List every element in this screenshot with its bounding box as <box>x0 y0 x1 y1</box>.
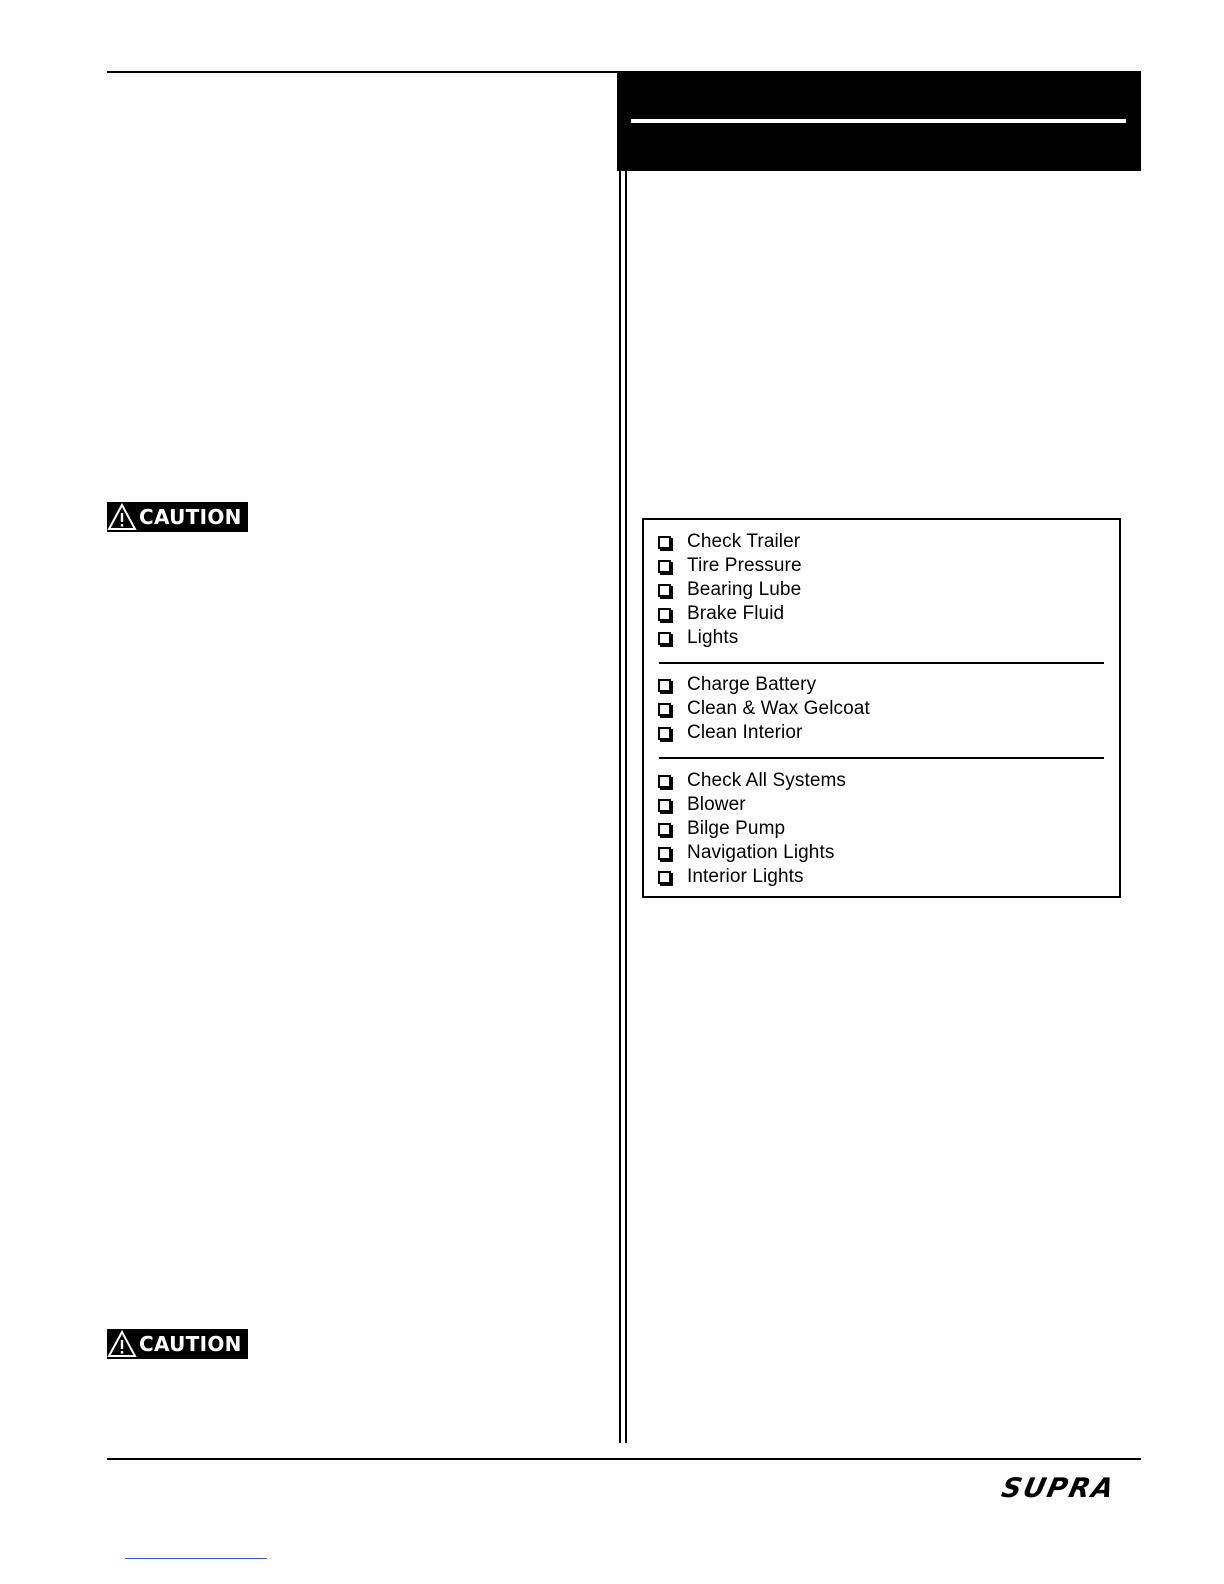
checkbox-icon[interactable] <box>658 727 671 740</box>
maintenance-checklist <box>642 518 1121 898</box>
checkbox-icon[interactable] <box>658 608 671 621</box>
checklist-item[interactable] <box>656 530 1101 554</box>
caution-badge <box>107 502 248 532</box>
checkbox-icon[interactable] <box>658 799 671 812</box>
checklist-item[interactable] <box>656 769 1101 793</box>
footer-link-underline <box>125 1558 267 1559</box>
checklist-item-label: Blower <box>687 794 746 815</box>
checklist-item-label: Interior Lights <box>687 866 804 887</box>
header-underline <box>631 119 1126 123</box>
checklist-item[interactable] <box>656 602 1101 626</box>
checklist-item-label: Navigation Lights <box>687 842 835 863</box>
checklist-item-label: Tire Pressure <box>687 555 802 576</box>
checkbox-icon[interactable] <box>658 847 671 860</box>
checklist-item[interactable] <box>656 554 1101 578</box>
checklist-item[interactable] <box>656 865 1101 889</box>
checkbox-icon[interactable] <box>658 703 671 716</box>
checklist-item-label: Charge Battery <box>687 674 817 695</box>
top-rule <box>107 71 618 73</box>
checklist-item[interactable] <box>656 697 1101 721</box>
checkbox-icon[interactable] <box>658 775 671 788</box>
checklist-item-label: Check Trailer <box>687 531 801 552</box>
brand-logo: SUPRA <box>998 1473 1119 1504</box>
column-divider-left <box>619 171 621 1443</box>
checklist-item-label: Lights <box>687 627 739 648</box>
checklist-group-cleaning <box>656 673 1101 745</box>
caution-label: CAUTION <box>139 1332 242 1356</box>
footer-rule <box>107 1458 1141 1460</box>
checkbox-icon[interactable] <box>658 632 671 645</box>
warning-triangle-icon <box>107 1329 137 1359</box>
checklist-group-trailer <box>656 530 1101 650</box>
checklist-item-label: Bilge Pump <box>687 818 786 839</box>
caution-label: CAUTION <box>139 505 242 529</box>
checklist-item-label: Check All Systems <box>687 770 847 791</box>
checklist-item-label: Brake Fluid <box>687 603 785 624</box>
checkbox-icon[interactable] <box>658 679 671 692</box>
checklist-item[interactable] <box>656 841 1101 865</box>
checklist-item-label: Clean & Wax Gelcoat <box>687 698 870 719</box>
checklist-item-label: Clean Interior <box>687 722 803 743</box>
checkbox-icon[interactable] <box>658 536 671 549</box>
checklist-item[interactable] <box>656 626 1101 650</box>
checklist-divider <box>659 757 1104 759</box>
checklist-divider <box>659 662 1104 664</box>
checklist-item[interactable] <box>656 817 1101 841</box>
checkbox-icon[interactable] <box>658 823 671 836</box>
checklist-item-label: Bearing Lube <box>687 579 802 600</box>
column-divider-right <box>625 171 627 1443</box>
checkbox-icon[interactable] <box>658 584 671 597</box>
checklist-group-systems <box>656 769 1101 889</box>
checkbox-icon[interactable] <box>658 871 671 884</box>
section-header-bar <box>617 71 1141 171</box>
checkbox-icon[interactable] <box>658 560 671 573</box>
warning-triangle-icon <box>107 502 137 532</box>
checklist-item[interactable] <box>656 793 1101 817</box>
checklist-item[interactable] <box>656 721 1101 745</box>
caution-badge <box>107 1329 248 1359</box>
checklist-item[interactable] <box>656 578 1101 602</box>
checklist-item[interactable] <box>656 673 1101 697</box>
